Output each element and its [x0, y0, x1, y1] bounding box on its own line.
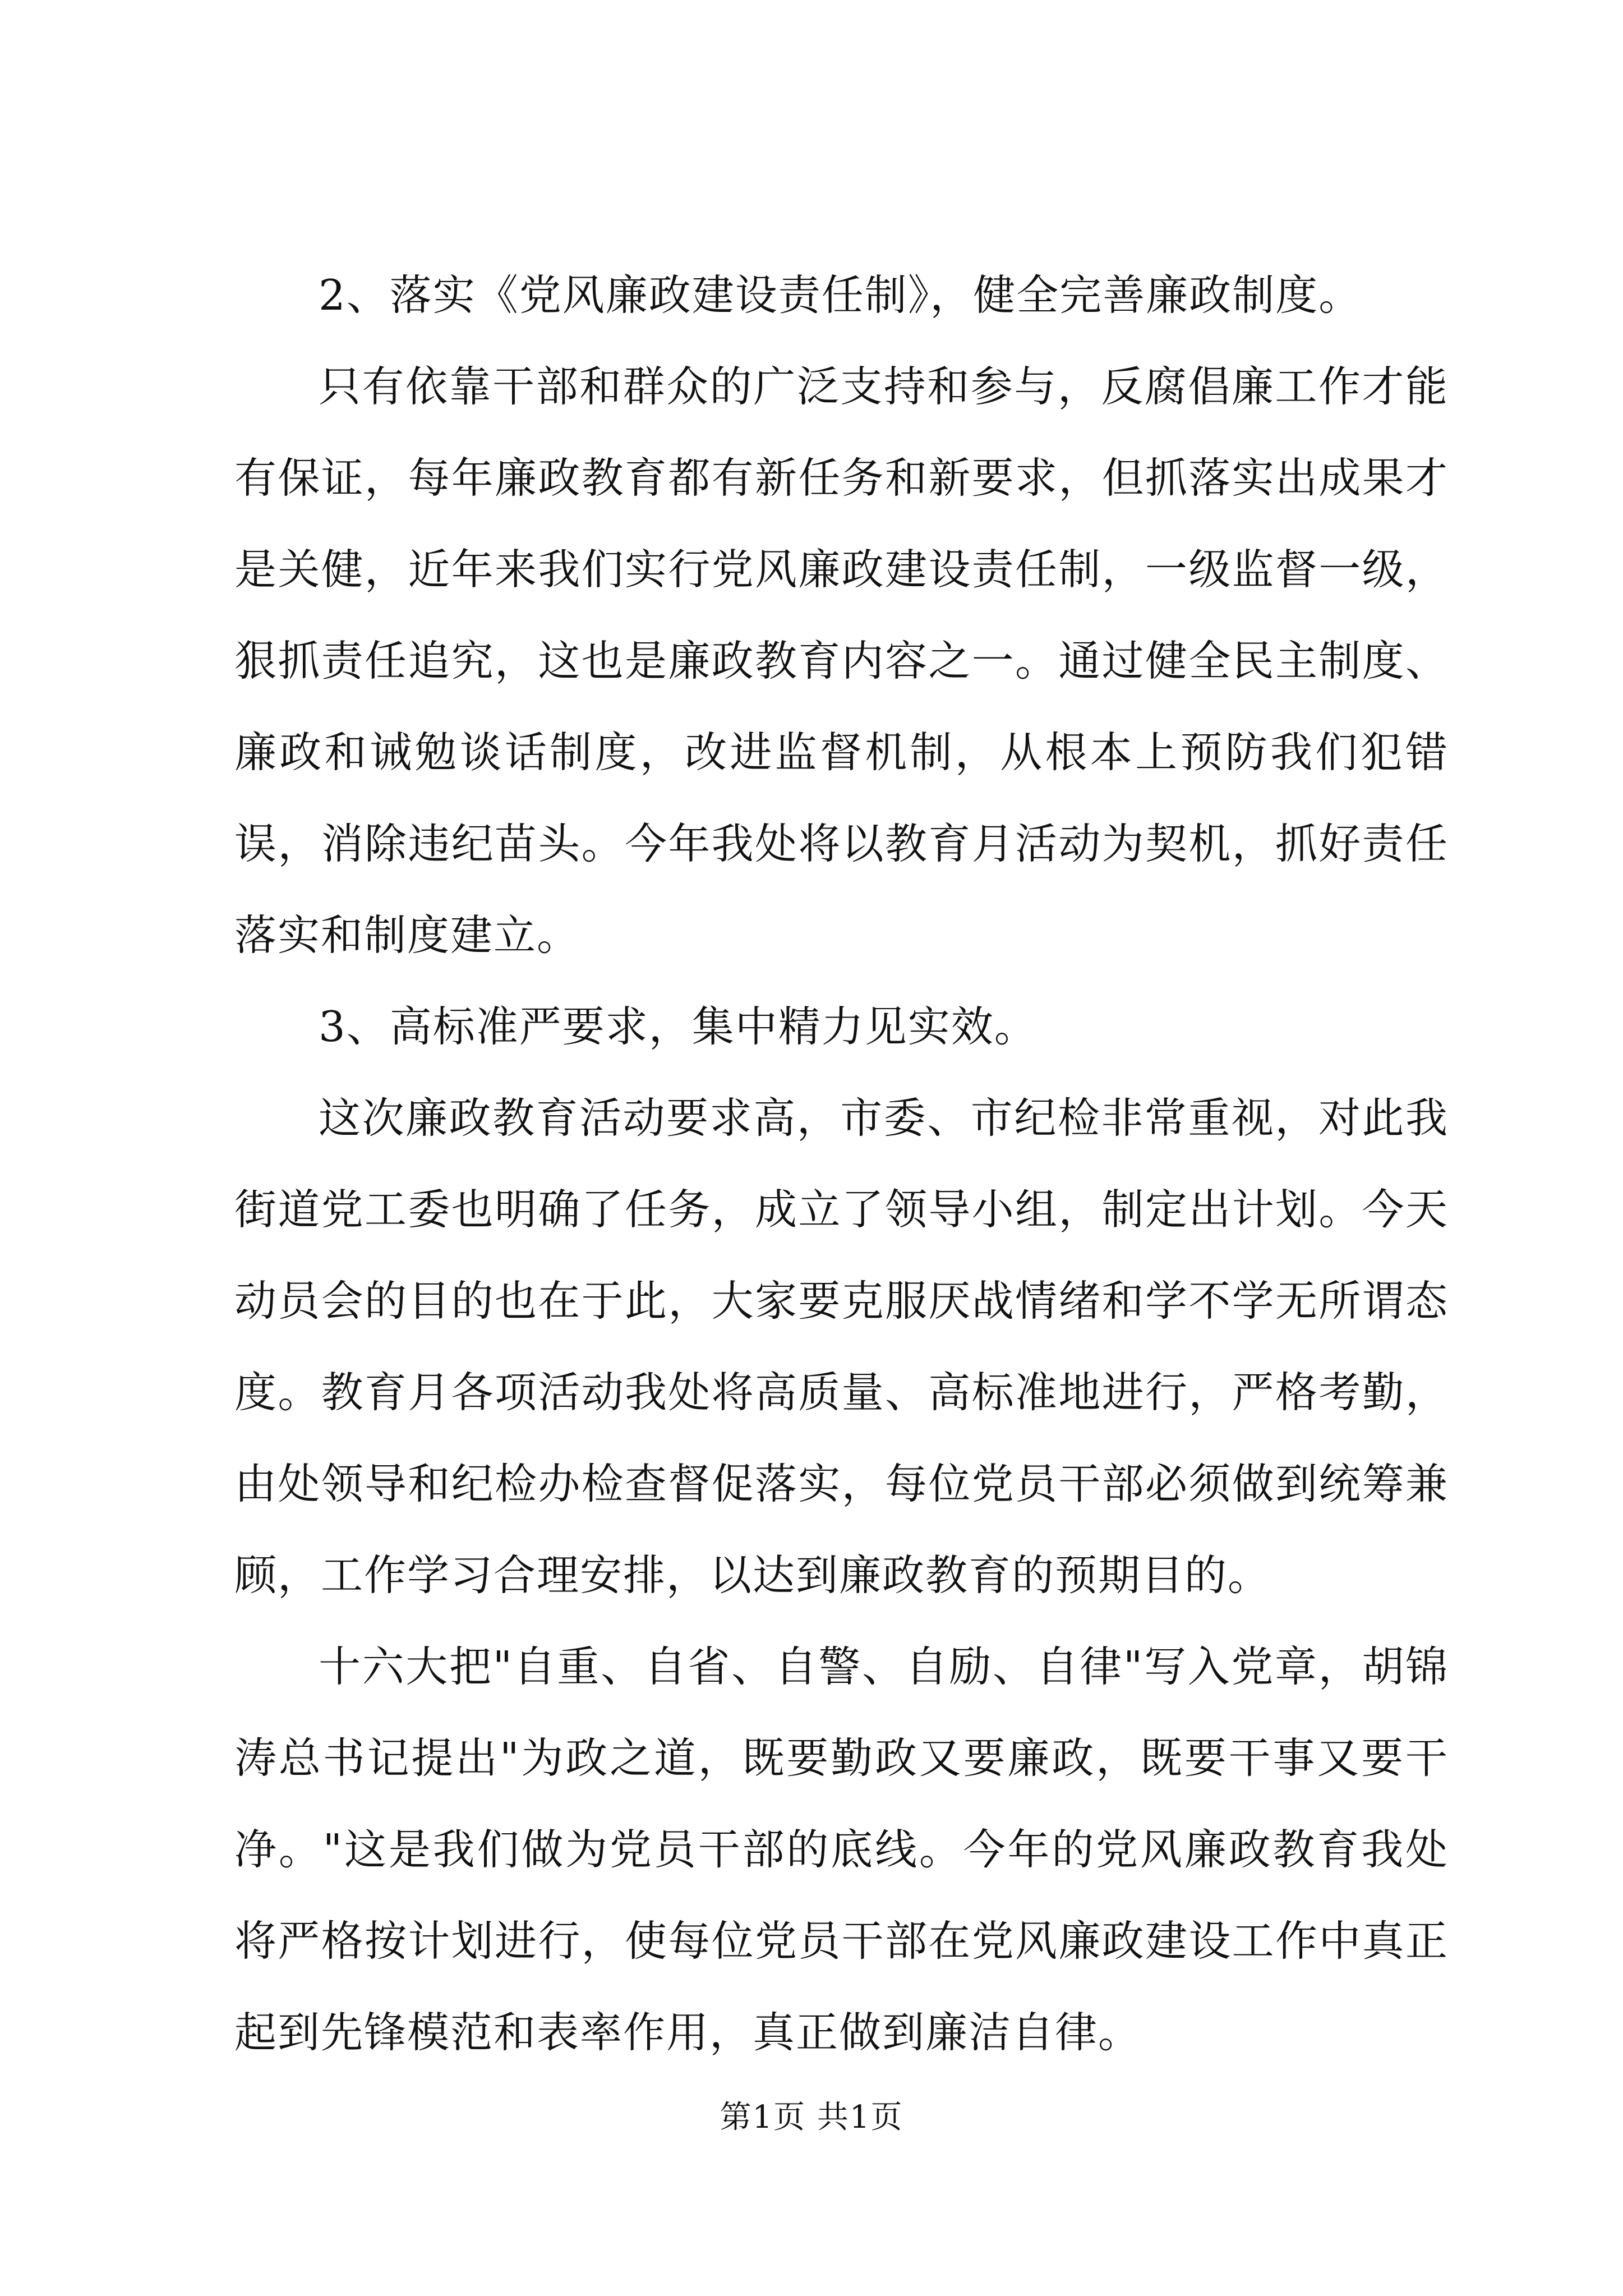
document-body	[234, 250, 1449, 2078]
section-heading-3: 3、高标准严要求，集中精力见实效。	[319, 1002, 1038, 1051]
section-heading-2: 2、落实《党风廉政建设责任制》，健全完善廉政制度。	[319, 270, 1362, 320]
body-paragraph: 这次廉政教育活动要求高，市委、市纪检非常重视，对此我街道党工委也明确了任务，成立了领导小组，制定出计划。今天动员会的目的也在于此，大家要克服厌战情绪和学不学无所谓态度。教育月各项活动我处将高质量、高标准地进行，严格考勤，由处领导和纪检办检查督促落实，每位党员干部必须做到统筹兼顾，工作学习合理安排，以达到廉政教育的预期目的。	[234, 1093, 1449, 1600]
body-paragraph: 十六大把"自重、自省、自警、自励、自律"写入党章，胡锦涛总书记提出"为政之道，既要勤政又要廉政，既要干事又要干净。"这是我们做为党员干部的底线。今年的党风廉政教育我处将严格按计划进行，使每位党员干部在党风廉政建设工作中真正起到先锋模范和表率作用，真正做到廉洁自律。	[234, 1642, 1449, 2057]
body-paragraph: 只有依靠干部和群众的广泛支持和参与，反腐倡廉工作才能有保证，每年廉政教育都有新任务和新要求，但抓落实出成果才是关健，近年来我们实行党风廉政建设责任制，一级监督一级，狠抓责任追究，这也是廉政教育内容之一。通过健全民主制度、廉政和诫勉谈话制度，改进监督机制，从根本上预防我们犯错误，消除违纪苗头。今年我处将以教育月活动为契机，抓好责任落实和制度建立。	[234, 362, 1449, 960]
page-footer: 第1页 共1页	[720, 2099, 903, 2136]
